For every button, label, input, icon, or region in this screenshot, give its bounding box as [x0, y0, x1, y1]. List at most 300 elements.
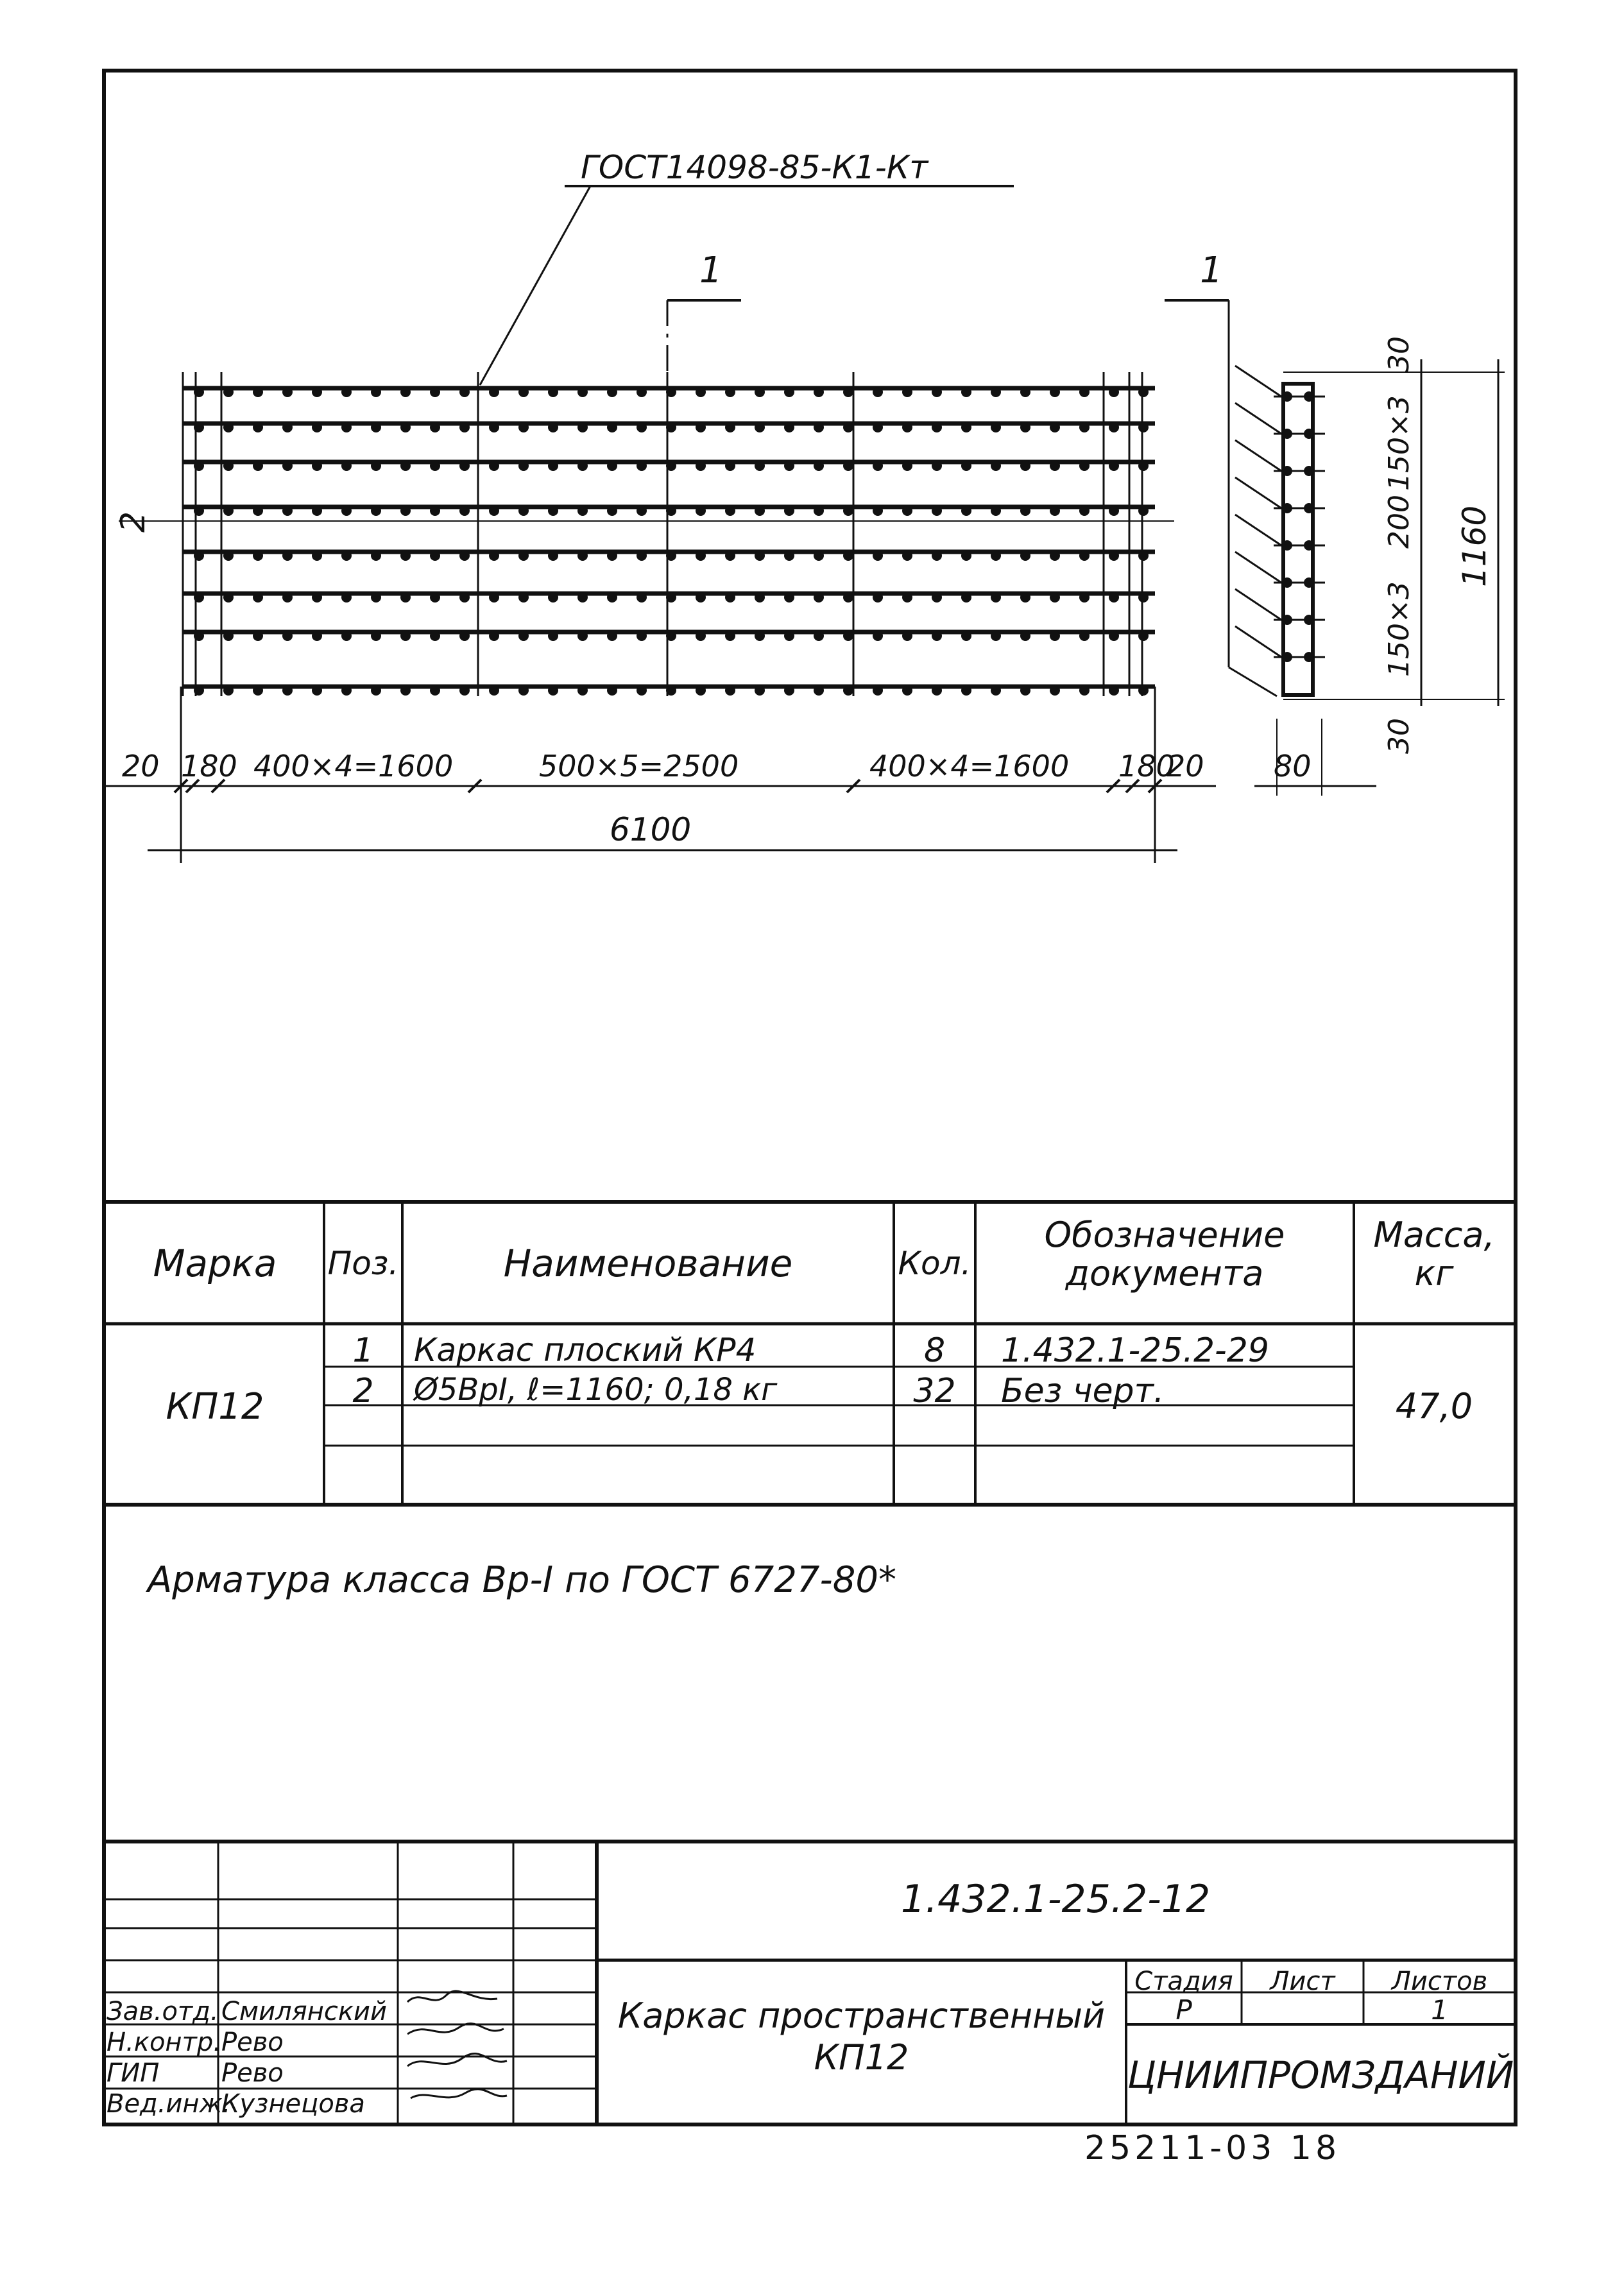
rebar-dot	[459, 631, 470, 641]
rebar-dot	[371, 685, 381, 696]
dim-right-1600: 400×4=1600	[869, 749, 1070, 783]
rebar-dot	[489, 422, 499, 432]
rebar-dot	[548, 685, 558, 696]
rebar-dot	[607, 387, 617, 397]
spec-row-1-poz: 1	[352, 1331, 374, 1370]
rebar-dot	[814, 685, 824, 696]
section-hatch	[1235, 477, 1283, 509]
rebar-dot	[312, 506, 322, 516]
section-hatch	[1235, 589, 1283, 621]
rebar-dot	[282, 387, 293, 397]
dim-right-180: 180	[1118, 749, 1175, 783]
rebar-dot	[814, 422, 824, 432]
rebar-dot	[518, 631, 529, 641]
rebar-dot	[1079, 461, 1090, 471]
rebar-dot	[400, 685, 411, 696]
section-hatch	[1235, 366, 1283, 398]
rebar-dot	[755, 631, 765, 641]
rebar-dot	[755, 506, 765, 516]
rebar-dot	[577, 631, 588, 641]
section-dim-150x3-top: 150×3	[1383, 395, 1415, 491]
rebar-dot	[253, 592, 263, 603]
section-dot	[1282, 429, 1292, 439]
rebar-dot	[873, 631, 883, 641]
rebar-dot	[518, 551, 529, 561]
section-dot	[1304, 391, 1314, 402]
rebar-dot	[400, 592, 411, 603]
rebar-dot	[1109, 551, 1119, 561]
rebar-dot	[873, 685, 883, 696]
rebar-dot	[932, 685, 942, 696]
rebar-dot	[607, 461, 617, 471]
section-dim-30-bottom: 30	[1383, 718, 1415, 754]
rebar-dot	[548, 592, 558, 603]
rebar-dot	[607, 685, 617, 696]
rebar-dot	[430, 461, 440, 471]
spec-row-1-kol: 8	[923, 1331, 946, 1370]
rebar-dot	[253, 506, 263, 516]
rebar-dot	[1079, 685, 1090, 696]
section-dim-30-top: 30	[1383, 336, 1415, 372]
rebar-dot	[1079, 592, 1090, 603]
section-hatch	[1235, 515, 1283, 547]
rebar-dot	[459, 506, 470, 516]
rebar-dot	[725, 592, 735, 603]
spec-row-1-doc: 1.432.1-25.2-29	[1001, 1331, 1269, 1370]
rebar-dot	[961, 461, 971, 471]
header-kol: Кол.	[898, 1245, 971, 1282]
rebar-dot	[282, 422, 293, 432]
rebar-dot	[961, 387, 971, 397]
rebar-dot	[755, 551, 765, 561]
rebar-dot	[1020, 551, 1030, 561]
rebar-dot	[518, 422, 529, 432]
header-oboznachenie: Обозначение документа	[1044, 1215, 1285, 1294]
rebar-dot	[518, 685, 529, 696]
rebar-dot	[1109, 685, 1119, 696]
rebar-dot	[282, 551, 293, 561]
rebar-dot	[223, 387, 234, 397]
rebar-dot	[814, 387, 824, 397]
dim-left-1600: 400×4=1600	[253, 749, 454, 783]
rebar-dot	[1050, 685, 1060, 696]
rebar-dot	[932, 631, 942, 641]
rebar-dot	[873, 422, 883, 432]
rebar-dot	[459, 592, 470, 603]
rebar-dot	[194, 461, 204, 471]
rebar-dot	[459, 422, 470, 432]
rebar-dot	[814, 461, 824, 471]
dim-left-20: 20	[122, 749, 160, 783]
rebar-dot	[696, 631, 706, 641]
rebar-dot	[282, 506, 293, 516]
rebar-dot	[548, 461, 558, 471]
section-hatch	[1235, 403, 1283, 435]
rebar-dot	[194, 592, 204, 603]
rebar-dot	[282, 461, 293, 471]
rebar-dot	[312, 461, 322, 471]
rebar-dot	[459, 685, 470, 696]
rebar-dot	[843, 422, 853, 432]
rebar-dot	[312, 685, 322, 696]
rebar-dot	[489, 685, 499, 696]
section-dot	[1282, 503, 1292, 513]
rebar-dot	[902, 685, 912, 696]
rebar-dot	[932, 387, 942, 397]
rebar-dot	[518, 387, 529, 397]
spec-massa-value: 47,0	[1395, 1386, 1473, 1426]
rebar-dot	[725, 461, 735, 471]
section-hatch	[1235, 626, 1283, 658]
rebar-dot	[843, 506, 853, 516]
rebar-dot	[341, 685, 352, 696]
rebar-dot	[755, 461, 765, 471]
rebar-dot	[400, 551, 411, 561]
rebar-dot	[637, 631, 647, 641]
rebar-dot	[902, 461, 912, 471]
rebar-dot	[577, 422, 588, 432]
section-dot	[1282, 540, 1292, 551]
section-mark-right: 1	[1200, 250, 1223, 291]
sheet-label: Лист	[1270, 1967, 1335, 1996]
rebar-dot	[637, 685, 647, 696]
rebar-dot	[1109, 387, 1119, 397]
rebar-dot	[194, 506, 204, 516]
role-2-name: Рево	[221, 2028, 284, 2057]
rebar-dot	[577, 506, 588, 516]
rebar-dot	[843, 631, 853, 641]
rebar-dot	[1020, 685, 1030, 696]
section-dot	[1282, 652, 1292, 662]
rebar-dot	[991, 685, 1001, 696]
rebar-dot	[577, 592, 588, 603]
rebar-dot	[459, 461, 470, 471]
rebar-dot	[282, 631, 293, 641]
rebar-dot	[282, 592, 293, 603]
rebar-dot	[400, 387, 411, 397]
rebar-dot	[696, 685, 706, 696]
rebar-dot	[991, 461, 1001, 471]
rebar-dot	[784, 551, 794, 561]
rebar-dot	[548, 631, 558, 641]
rebar-dot	[991, 551, 1001, 561]
position-mark: 2	[114, 511, 153, 533]
rebar-dot	[1050, 551, 1060, 561]
section-dot	[1304, 429, 1314, 439]
rebar-dot	[1020, 631, 1030, 641]
rebar-dot	[902, 592, 912, 603]
rebar-dot	[1109, 592, 1119, 603]
rebar-dot	[459, 387, 470, 397]
rebar-dot	[902, 506, 912, 516]
rebar-dot	[1050, 506, 1060, 516]
rebar-dot	[755, 422, 765, 432]
rebar-dot	[400, 461, 411, 471]
rebar-dot	[194, 631, 204, 641]
section-dot	[1304, 540, 1314, 551]
rebar-dot	[253, 551, 263, 561]
rebar-dot	[548, 422, 558, 432]
rebar-dot	[902, 551, 912, 561]
rebar-dot	[341, 631, 352, 641]
rebar-dot	[1079, 422, 1090, 432]
rebar-dot	[194, 551, 204, 561]
rebar-dot	[489, 631, 499, 641]
spec-row-2-doc: Без черт.	[1001, 1372, 1165, 1410]
rebar-dot	[1109, 422, 1119, 432]
dim-right-20: 20	[1167, 749, 1204, 783]
doc-code: 1.432.1-25.2-12	[900, 1877, 1211, 1922]
section-hatch	[1235, 552, 1283, 584]
rebar-dot	[696, 461, 706, 471]
rebar-dot	[341, 461, 352, 471]
rebar-dot	[312, 631, 322, 641]
rebar-dot	[873, 506, 883, 516]
rebar-dot	[1020, 506, 1030, 516]
rebar-dot	[312, 387, 322, 397]
role-2: Н.контр.	[107, 2028, 221, 2057]
spec-row-2-kol: 32	[913, 1372, 956, 1410]
rebar-dot	[430, 685, 440, 696]
rebar-dot	[253, 387, 263, 397]
rebar-dot	[253, 631, 263, 641]
rebar-dot	[991, 422, 1001, 432]
dim-total: 6100	[610, 811, 692, 848]
header-naimenovanie: Наименование	[503, 1242, 793, 1285]
rebar-dot	[991, 592, 1001, 603]
object-name-line2: КП12	[814, 2037, 909, 2078]
rebar-dot	[312, 422, 322, 432]
role-3: ГИП	[107, 2058, 160, 2088]
section-dot	[1304, 652, 1314, 662]
rebar-dot	[430, 631, 440, 641]
rebar-dot	[991, 631, 1001, 641]
rebar-dot	[548, 506, 558, 516]
rebar-dot	[784, 631, 794, 641]
rebar-dot	[577, 387, 588, 397]
rebar-dot	[843, 551, 853, 561]
gost-leader-line	[480, 186, 590, 385]
rebar-dot	[194, 685, 204, 696]
rebar-dot	[814, 592, 824, 603]
rebar-dot	[223, 422, 234, 432]
rebar-dot	[548, 387, 558, 397]
section-dot	[1304, 503, 1314, 513]
rebar-dot	[1050, 631, 1060, 641]
header-massa: Масса, кг	[1373, 1215, 1495, 1294]
rebar-dot	[1109, 631, 1119, 641]
rebar-dot	[1138, 631, 1149, 641]
section-dot	[1304, 615, 1314, 625]
organization-name: ЦНИИПРОМЗДАНИЙ	[1127, 2053, 1514, 2097]
rebar-dot	[1079, 631, 1090, 641]
rebar-dot	[784, 592, 794, 603]
rebar-dot	[1020, 461, 1030, 471]
rebar-dot	[518, 592, 529, 603]
rebar-dot	[223, 506, 234, 516]
rebar-dot	[430, 551, 440, 561]
rebar-dot	[961, 685, 971, 696]
header-marka: Марка	[153, 1242, 277, 1285]
rebar-dot	[607, 422, 617, 432]
rebar-dot	[1138, 685, 1149, 696]
rebar-dot	[371, 551, 381, 561]
rebar-dot	[341, 551, 352, 561]
section-dot	[1304, 466, 1314, 476]
rebar-dot	[1020, 387, 1030, 397]
section-mark-left: 1	[699, 250, 722, 291]
rebar-dot	[489, 551, 499, 561]
rebar-dot	[371, 506, 381, 516]
section-dim-150x3-bottom: 150×3	[1383, 581, 1415, 677]
rebar-dot	[843, 461, 853, 471]
rebar-dot	[725, 506, 735, 516]
rebar-dot	[371, 461, 381, 471]
rebar-dot	[1138, 422, 1149, 432]
rebar-dot	[607, 551, 617, 561]
rebar-dot	[725, 422, 735, 432]
rebar-dot	[1050, 461, 1060, 471]
rebar-dot	[1079, 387, 1090, 397]
rebar-dot	[607, 506, 617, 516]
cross-section-view	[1165, 300, 1505, 796]
rebar-dot	[223, 461, 234, 471]
rebar-dot	[873, 387, 883, 397]
rebar-dot	[637, 592, 647, 603]
rebar-dot	[755, 592, 765, 603]
rebar-dot	[725, 551, 735, 561]
rebar-dot	[1109, 506, 1119, 516]
rebar-dot	[577, 685, 588, 696]
rebar-dot	[1079, 506, 1090, 516]
reinforcement-note: Арматура класса Вр-I по ГОСТ 6727-80*	[148, 1559, 897, 1601]
rebar-dot	[223, 592, 234, 603]
rebar-dot	[637, 506, 647, 516]
rebar-dot	[1138, 461, 1149, 471]
rebar-dot	[696, 387, 706, 397]
rebar-dot	[341, 592, 352, 603]
rebar-dot	[902, 422, 912, 432]
header-poz: Поз.	[327, 1245, 399, 1282]
rebar-dot	[459, 551, 470, 561]
rebar-dot	[518, 461, 529, 471]
rebar-dot	[489, 387, 499, 397]
spec-marka-value: КП12	[166, 1386, 264, 1428]
rebar-dot	[548, 551, 558, 561]
role-1-name: Смилянский	[221, 1997, 388, 2026]
rebar-dot	[696, 506, 706, 516]
section-dot	[1282, 615, 1292, 625]
stage-label: Стадия	[1134, 1967, 1233, 1996]
rebar-dot	[371, 631, 381, 641]
rebar-dot	[814, 506, 824, 516]
rebar-dot	[814, 551, 824, 561]
rebar-dot	[607, 631, 617, 641]
rebar-dot	[577, 461, 588, 471]
spec-row-1-name: Каркас плоский КР4	[414, 1331, 756, 1369]
section-hatch	[1235, 440, 1283, 472]
rebar-dot	[784, 506, 794, 516]
rebar-dot	[932, 422, 942, 432]
rebar-dot	[400, 506, 411, 516]
rebar-dot	[341, 422, 352, 432]
section-dot	[1282, 391, 1292, 402]
rebar-dot	[371, 422, 381, 432]
rebar-dot	[961, 631, 971, 641]
rebar-dot	[932, 506, 942, 516]
role-1: Зав.отд.	[107, 1997, 219, 2026]
rebar-dot	[932, 592, 942, 603]
section-dot	[1282, 577, 1292, 588]
rebar-dot	[489, 461, 499, 471]
rebar-dot	[873, 461, 883, 471]
object-name-line1: Каркас пространственный	[617, 1996, 1106, 2036]
role-3-name: Рево	[221, 2058, 284, 2088]
stage-value: Р	[1175, 1994, 1192, 2026]
section-dot	[1304, 577, 1314, 588]
rebar-dot	[961, 506, 971, 516]
spec-row-2-name: Ø5ВрI, ℓ=1160; 0,18 кг	[414, 1372, 778, 1408]
rebar-dot	[725, 685, 735, 696]
rebar-dot	[696, 592, 706, 603]
rebar-dot	[430, 506, 440, 516]
role-4: Вед.инж.	[107, 2089, 231, 2119]
rebar-dot	[341, 506, 352, 516]
sheet-frame	[104, 71, 1516, 2124]
rebar-dot	[1138, 506, 1149, 516]
rebar-dot	[755, 685, 765, 696]
rebar-dot	[1079, 551, 1090, 561]
rebar-dot	[843, 387, 853, 397]
rebar-dot	[400, 422, 411, 432]
rebar-dot	[932, 461, 942, 471]
rebar-dot	[784, 422, 794, 432]
rebar-dot	[902, 631, 912, 641]
rebar-dot	[784, 685, 794, 696]
rebar-dot	[312, 592, 322, 603]
sheets-label: Листов	[1391, 1967, 1488, 1996]
rebar-dot	[1138, 592, 1149, 603]
rebar-dot	[253, 422, 263, 432]
rebar-dot	[784, 461, 794, 471]
spec-row-2-poz: 2	[352, 1372, 374, 1410]
rebar-dot	[607, 592, 617, 603]
rebar-dot	[961, 592, 971, 603]
rebar-dot	[400, 631, 411, 641]
dim-left-180: 180	[181, 749, 237, 783]
signatures	[401, 1983, 517, 2117]
rebar-dot	[1050, 387, 1060, 397]
rebar-dot	[371, 387, 381, 397]
rebar-dot	[873, 592, 883, 603]
rebar-dot	[637, 387, 647, 397]
rebar-dot	[1050, 422, 1060, 432]
rebar-dot	[430, 422, 440, 432]
rebar-dot	[518, 506, 529, 516]
rebar-dot	[784, 387, 794, 397]
rebar-dot	[371, 592, 381, 603]
rebar-dot	[873, 551, 883, 561]
rebar-dot	[696, 422, 706, 432]
rebar-dot	[637, 422, 647, 432]
rebar-dot	[282, 685, 293, 696]
rebar-dot	[1138, 387, 1149, 397]
rebar-dot	[725, 631, 735, 641]
rebar-dot	[1109, 461, 1119, 471]
rebar-dot	[637, 551, 647, 561]
dim-mid-2500: 500×5=2500	[539, 749, 739, 783]
rebar-dot	[194, 387, 204, 397]
